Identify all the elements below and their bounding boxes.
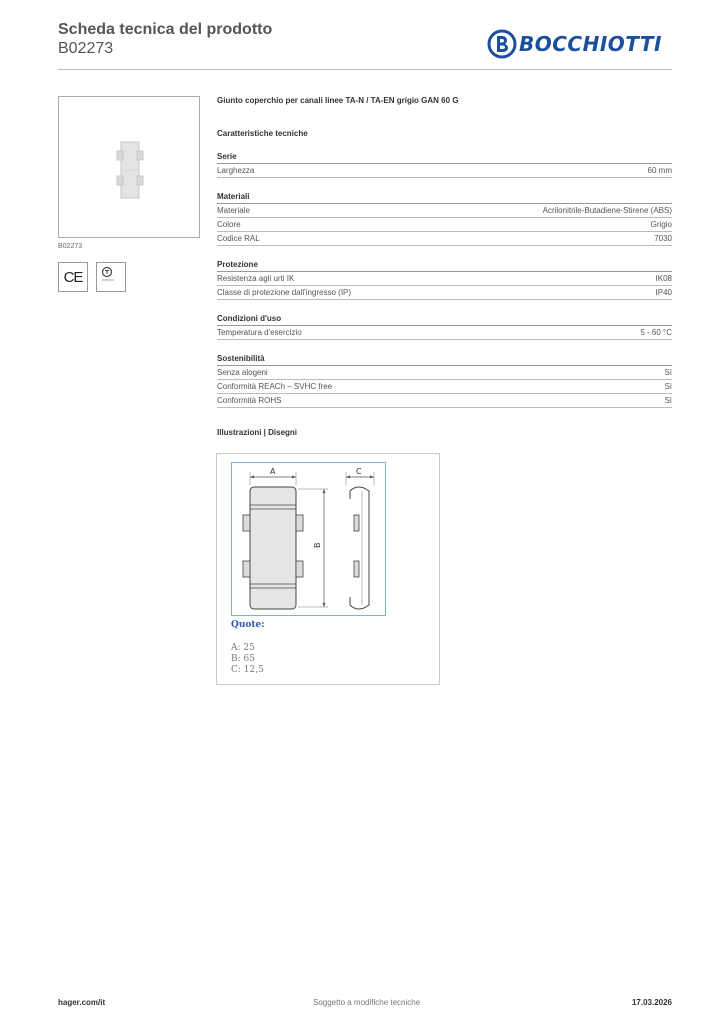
product-details: [217, 96, 672, 437]
brand-logo: [487, 29, 667, 59]
spec-value: 60 mm: [647, 166, 672, 175]
spec-row: [217, 232, 672, 246]
footer-website[interactable]: hager.com/it: [58, 998, 106, 1007]
features-heading: Caratteristiche tecniche: [217, 129, 308, 138]
spec-label: Materiale: [217, 206, 250, 215]
dim-c-label: C: [356, 467, 362, 476]
spec-value: Acrilonitrile-Butadiene-Stirene (ABS): [542, 206, 672, 215]
spec-label: Conformità REACh – SVHC free: [217, 382, 333, 391]
bocchiotti-logo-icon: [487, 29, 517, 59]
section-title: Sostenibilità: [217, 354, 672, 366]
spec-value: Sì: [664, 396, 672, 405]
spec-label: Classe di protezione dall'ingresso (IP): [217, 288, 352, 297]
spec-value: IK08: [655, 274, 672, 283]
quote-b: B: 65: [231, 654, 255, 664]
spec-value: 5 - 60 °C: [640, 328, 672, 337]
product-title: Giunto coperchio per canali linee TA-N / TA-EN grigio GAN 60 G: [217, 96, 459, 105]
page-title: Scheda tecnica del prodotto: [58, 21, 273, 38]
product-code: B02273: [58, 40, 114, 57]
spec-label: Larghezza: [217, 166, 255, 175]
spec-value: Sì: [664, 368, 672, 377]
spec-value: Sì: [664, 382, 672, 391]
spec-label: Resistenza agli urti IK: [217, 274, 295, 283]
drawing-frame: [231, 462, 386, 616]
spec-label: Codice RAL: [217, 234, 260, 243]
spec-value: Grigio: [650, 220, 672, 229]
section-title: Condizioni d'uso: [217, 314, 672, 326]
section-condizioni-uso: [217, 314, 672, 340]
quality-mark-icon: [96, 262, 126, 292]
product-photo: [59, 97, 199, 237]
dimension-drawing: [232, 463, 385, 615]
ce-mark-icon: [58, 262, 88, 292]
spec-row: [217, 218, 672, 232]
quote-heading: Quote:: [231, 620, 265, 630]
section-title: Serie: [217, 152, 672, 164]
spec-row: [217, 272, 672, 286]
spec-value: 7030: [654, 234, 672, 243]
product-image-code: B02273: [58, 243, 83, 250]
spec-row: [217, 204, 672, 218]
section-title: Materiali: [217, 192, 672, 204]
spec-label: Colore: [217, 220, 241, 229]
spec-value: IP40: [655, 288, 672, 297]
spec-row: [217, 164, 672, 178]
dim-a-label: A: [270, 467, 276, 476]
spec-label: Conformità ROHS: [217, 396, 282, 405]
ce-mark-text: CE: [63, 268, 83, 286]
illustrations-heading: Illustrazioni | Disegni: [217, 428, 298, 437]
spec-row: [217, 326, 672, 340]
spec-row: [217, 380, 672, 394]
header-divider: [58, 69, 672, 70]
spec-label: Senza alogeni: [217, 368, 268, 377]
spec-row: [217, 394, 672, 408]
quote-c: C: 12,5: [231, 665, 264, 675]
section-title: Protezione: [217, 260, 672, 272]
section-serie: [217, 152, 672, 178]
dim-b-label: B: [313, 542, 322, 548]
spec-label: Temperatura d'esercizio: [217, 328, 302, 337]
section-materiali: [217, 192, 672, 246]
section-sostenibilita: [217, 354, 672, 408]
spec-row: [217, 286, 672, 300]
footer-note: Soggetto a modifiche tecniche: [313, 998, 421, 1007]
spec-row: [217, 366, 672, 380]
footer-date: 17.03.2026: [631, 998, 672, 1007]
technical-drawing: [216, 453, 440, 685]
quote-a: A: 25: [231, 643, 255, 653]
brand-name: BOCCHIOTTI: [519, 32, 662, 56]
product-image: [58, 96, 200, 238]
section-protezione: [217, 260, 672, 300]
